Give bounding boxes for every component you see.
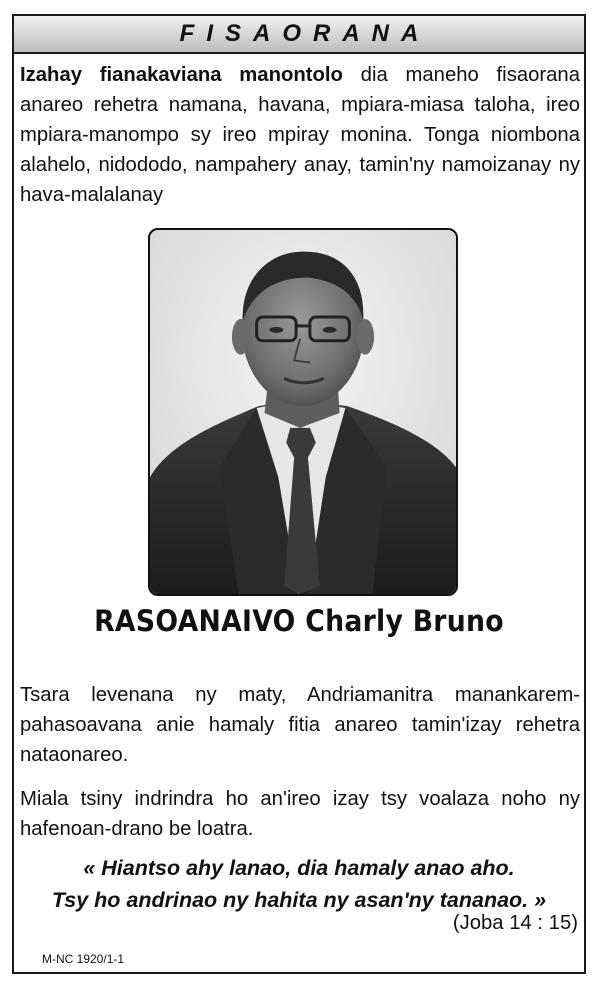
scripture-quote bbox=[14, 852, 584, 916]
intro-bold-text: Izahay fianakaviana manontolo bbox=[20, 64, 343, 86]
scripture-reference: (Joba 14 : 15) bbox=[452, 912, 578, 934]
notice-title: FISAORANA bbox=[179, 20, 431, 47]
paragraph-apology: Miala tsiny indrindra ho an'ireo izay tsy voalaza noho ny hafenoan-drano be loatra. bbox=[20, 788, 580, 840]
portrait-photo bbox=[148, 228, 458, 596]
notice-code: M-NC 1920/1-1 bbox=[42, 952, 125, 966]
quote-line-2: Tsy ho andrinao ny hahita ny asan'ny tananao. » bbox=[51, 888, 547, 912]
intro-paragraph bbox=[20, 60, 580, 210]
notice-frame bbox=[12, 14, 586, 974]
paragraph-blessing: Tsara levenana ny maty, Andriamanitra manankarem-pahasoavana anie hamaly fitia anareo tamin'izay rehetra nataonareo. bbox=[20, 684, 580, 766]
header-band bbox=[14, 16, 584, 54]
portrait-image bbox=[150, 230, 456, 594]
quote-line-1: « Hiantso ahy lanao, dia hamaly anao aho. bbox=[83, 856, 515, 880]
deceased-name: RASOANAIVO Charly Bruno bbox=[94, 604, 504, 638]
intro-rest-text: dia maneho fisaorana anareo rehetra namana, havana, mpiara-miasa taloha, ireo mpiara-manompo sy ireo mpiray monina. Tonga niombona alahelo, nidododo, nampahery anay, tamin'ny namoizanay ny hava-malalanay bbox=[20, 64, 580, 206]
